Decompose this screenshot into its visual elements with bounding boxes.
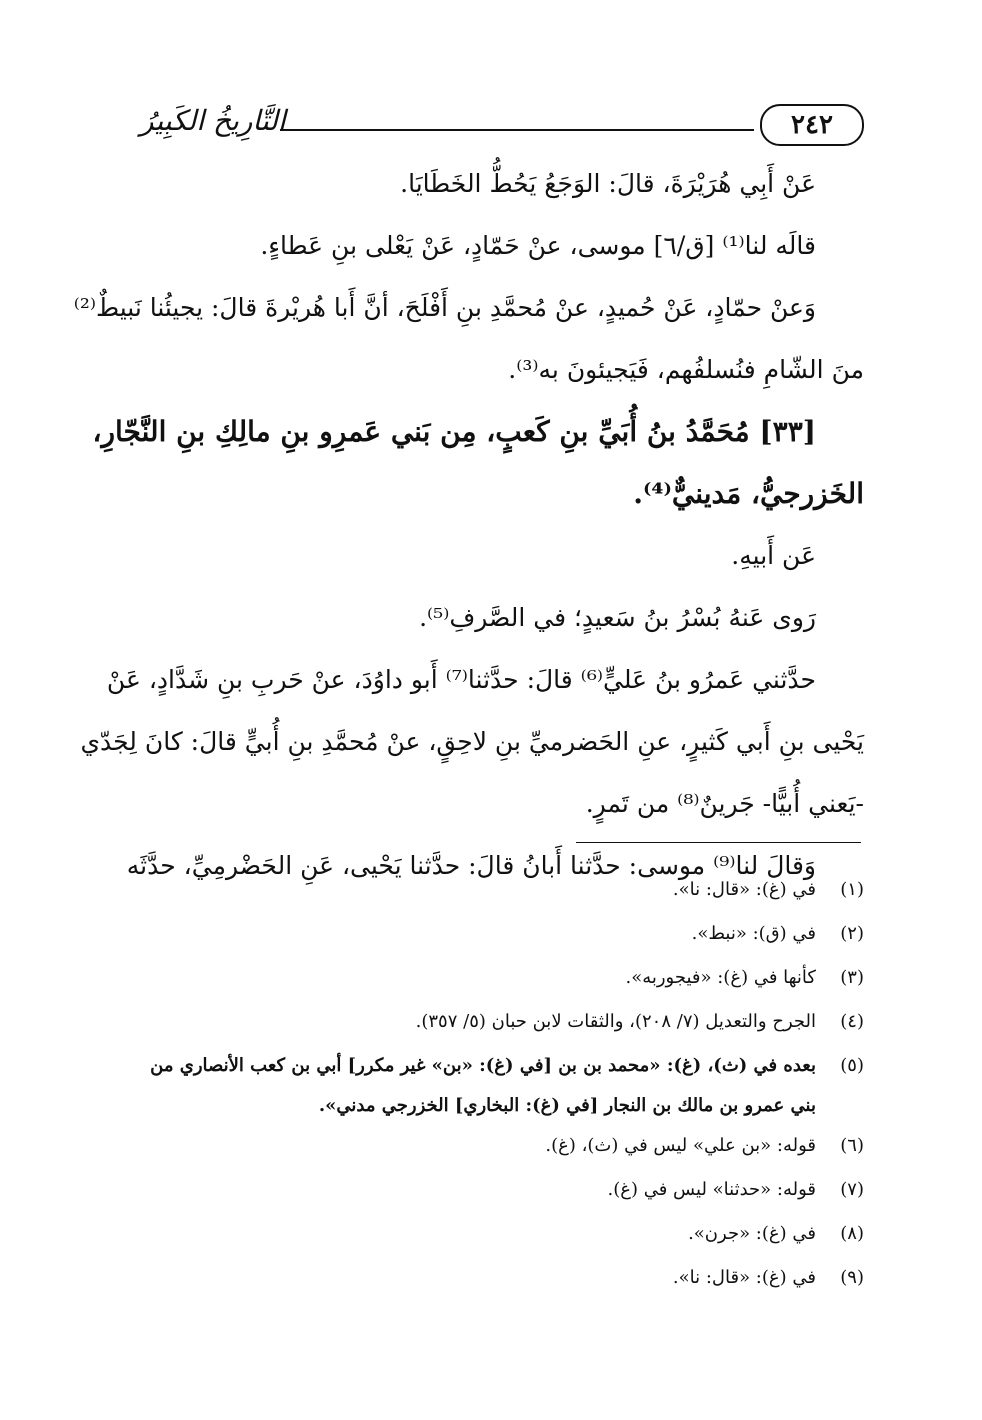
- body-line: الخَزرجيُّ، مَدينيٌّ⁽⁴⁾.: [633, 477, 864, 510]
- footnote-text: في (غ): «قال: نا».: [672, 1267, 816, 1288]
- footnote: [120, 870, 864, 914]
- footnote: [120, 1258, 864, 1302]
- footnote-number: (٧): [840, 1179, 864, 1200]
- body-line: قالَه لنا⁽¹⁾ [ق/٦] موسى، عنْ حَمّادٍ، عَنْ يَعْلى بنِ عَطاءٍ.: [260, 231, 816, 260]
- footnote-text: في (ق): «نبط».: [691, 923, 816, 944]
- footnote-separator: [576, 842, 861, 843]
- footnotes: [120, 870, 864, 1302]
- page-number-badge: ٢٤٢: [760, 104, 864, 146]
- body-line: يَحْيى بنِ أَبي كَثيرٍ، عنِ الحَضرميِّ بنِ لاحِقٍ، عنْ مُحمَّدِ بنِ أُبيٍّ قالَ: كانَ لِجَدّي: [80, 727, 864, 756]
- footnote: [120, 914, 864, 958]
- footnote-text: كأنها في (غ): «فيجوربه».: [625, 967, 816, 988]
- footnote: [120, 1170, 864, 1214]
- running-title: التَّارِيخُ الكَبِيرُ: [140, 104, 286, 137]
- footnote-text: في (غ): «قال: نا».: [672, 879, 816, 900]
- footnote-number: (١): [840, 879, 864, 900]
- footnote-number: (٤): [840, 1011, 864, 1032]
- footnote: [120, 1002, 864, 1046]
- footnote-number: (٣): [840, 967, 864, 988]
- body-line: [٣٣] مُحَمَّدُ بنُ أُبَيِّ بنِ كَعبٍ، مِن بَني عَمرِو بنِ مالِكِ بنِ النَّجّارِ،: [92, 415, 816, 448]
- body-line: حدَّثني عَمرُو بنُ عَليٍّ⁽⁶⁾ قالَ: حدَّثنا⁽⁷⁾ أَبو داوُدَ، عنْ حَربِ بنِ شَدَّادٍ، عَنْ: [106, 665, 816, 694]
- footnote: [120, 1046, 864, 1126]
- footnote-number: (٢): [840, 923, 864, 944]
- body-line: وَقالَ لنا⁽⁹⁾ موسى: حدَّثنا أَبانُ قالَ: حدَّثنا يَحْيى، عَنِ الحَضْرمِيِّ، حدَّثَه: [126, 851, 816, 880]
- body-line: -يَعني أُبيًّا- جَرينٌ⁽⁸⁾ من تَمرٍ.: [585, 789, 864, 818]
- footnote-number: (٥): [840, 1055, 864, 1076]
- footnote-text: الجرح والتعديل (٧/ ٢٠٨)، والثقات لابن حبان (٥/ ٣٥٧).: [415, 1011, 816, 1032]
- body-line: رَوى عَنهُ بُسْرُ بنُ سَعيدٍ؛ في الصَّرفِ⁽⁵⁾.: [419, 603, 816, 632]
- footnote-number: (٨): [840, 1223, 864, 1244]
- footnote-number: (٩): [840, 1267, 864, 1288]
- main-text: [73, 160, 864, 904]
- footnote-text: قوله: «بن علي» ليس في (ث)، (غ).: [545, 1135, 816, 1156]
- body-line: وَعنْ حمّادٍ، عَنْ حُميدٍ، عنْ مُحمَّدِ بنِ أَفْلَحَ، أنَّ أَبا هُريْرةَ قالَ: يجيئُنا نَبيطٌ⁽²⁾: [73, 293, 816, 322]
- footnote-text: في (غ): «جرن».: [688, 1223, 816, 1244]
- page-header: [140, 98, 864, 148]
- footnote: [120, 958, 864, 1002]
- footnote-number: (٦): [840, 1135, 864, 1156]
- footnote: [120, 1126, 864, 1170]
- header-rule: [280, 129, 754, 131]
- footnote-text: قوله: «حدثنا» ليس في (غ).: [607, 1179, 816, 1200]
- footnote: [120, 1214, 864, 1258]
- body-line: منَ الشّامِ فنُسلفُهم، فَيَجيئونَ به⁽³⁾.: [508, 355, 864, 384]
- body-line: عَنْ أَبِي هُرَيْرَةَ، قالَ: الوَجَعُ يَحُطُّ الخَطَايَا.: [400, 169, 816, 198]
- footnote-text: بعده في (ث)، (غ): «محمد بن بن [في (غ): «بن» غير مكرر] أبي بن كعب الأنصاري من بني عمرو بن مالك بن النجار [في (غ): البخاري] الخزرجي مدني».: [150, 1055, 816, 1116]
- body-line: عَن أَبيهِ.: [731, 541, 816, 570]
